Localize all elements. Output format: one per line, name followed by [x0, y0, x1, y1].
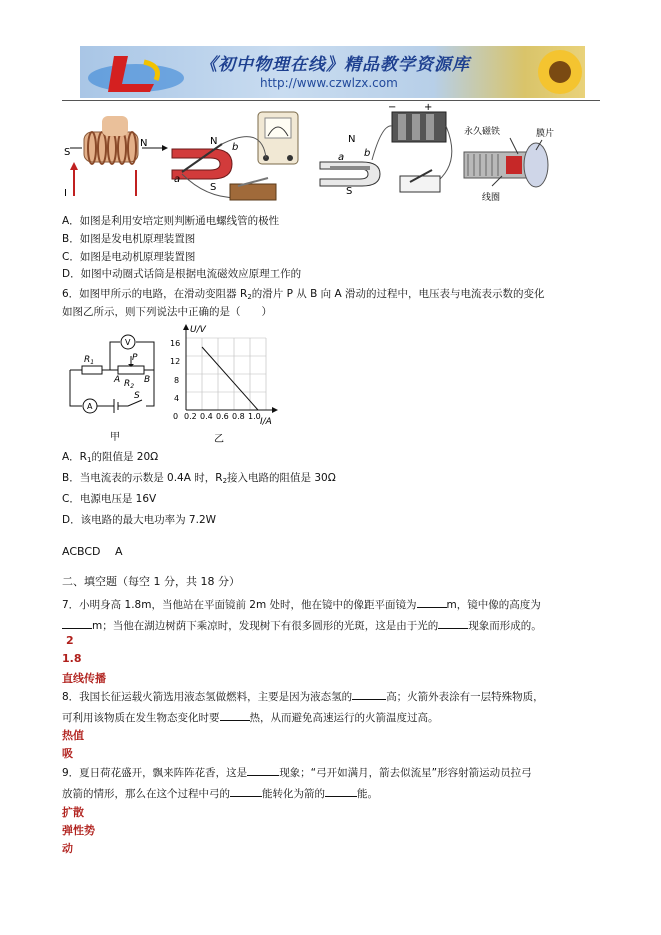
q5-option-d: D．如图中动圈式话筒是根据电流磁效应原理工作的	[62, 268, 302, 280]
fig3-minus: −	[388, 102, 397, 113]
q6-r2-label: $R_2$	[124, 379, 135, 390]
fig3-motor	[320, 102, 452, 197]
q6-graph-origin: 0	[173, 412, 179, 421]
fig3-n: N	[348, 134, 356, 145]
q5-option-b: B．如图是发电机原理装置图	[62, 233, 196, 245]
sunflower-icon	[520, 46, 585, 98]
header-title: 《初中物理在线》精品教学资源库	[200, 55, 470, 75]
q6-graph-xtick-02: 0.2	[184, 412, 197, 421]
fig1-s: S	[64, 147, 71, 158]
q6-graph-ytick-16: 16	[170, 339, 181, 348]
q6-graph	[172, 322, 282, 446]
q6-a-label: A	[114, 375, 121, 385]
q6-voltmeter-label: V	[125, 338, 131, 347]
q6-circuit	[62, 326, 172, 444]
q6-option-a: A．$R_1$的阻值是 20Ω	[62, 451, 159, 464]
q6-option-d: D．该电路的最大电功率为 7.2W	[62, 514, 217, 526]
choice-answers: ACBCD A	[62, 545, 123, 558]
fig2-a: a	[174, 174, 181, 185]
q6-graph-xtick-08: 0.8	[232, 412, 245, 421]
fig4-magnet-label: 永久磁铁	[464, 127, 501, 137]
q5-option-a: A．如图是利用安培定则判断通电螺线管的极性	[62, 215, 280, 227]
graph-x-arrow	[272, 407, 278, 413]
q6-s-label: S	[134, 391, 140, 401]
q6-option-b: B．当电流表的示数是 0.4A 时，$R_2$接入电路的阻值是 30Ω	[62, 472, 336, 485]
fig4-membrane-label: 膜片	[536, 129, 555, 139]
fig3-b: b	[364, 148, 371, 159]
q9-line1: 9．夏日荷花盛开，飘来阵阵花香，这是 现象；“弓开如满月，箭去似流星”形容射箭运动员拉弓	[62, 767, 532, 779]
logo-icon	[84, 48, 194, 96]
q9-answer-3: 动	[62, 842, 73, 855]
fig1-i: I	[64, 188, 67, 199]
fig2-generator	[172, 112, 298, 200]
q6-graph-xtick-10: 1.0	[248, 412, 261, 421]
q9-answer-2: 弹性势	[62, 824, 95, 837]
q6-graph-xtick-04: 0.4	[200, 412, 213, 421]
q8-line2: 可利用该物质在发生物态变化时要 热，从而避免高速运行的火箭温度过高。	[62, 712, 439, 724]
fig1-n: N	[140, 138, 148, 149]
section-2-heading: 二、填空题（每空 1 分，共 18 分）	[62, 575, 240, 588]
q9-answer-1: 扩散	[62, 806, 84, 819]
header-banner	[80, 46, 585, 98]
q6-graph-xlabel: I/A	[260, 417, 272, 427]
graph-series-line	[202, 347, 258, 410]
q6-circuit-caption: 甲	[110, 432, 120, 443]
q6-graph-ylabel: U/V	[190, 325, 206, 335]
q6-option-c: C．电源电压是 16V	[62, 493, 157, 505]
q7-answer-1: 2	[66, 634, 74, 647]
q6-graph-caption: 乙	[214, 434, 224, 445]
header-rule	[62, 100, 600, 101]
fig2-s: S	[210, 182, 217, 193]
q6-graph-ytick-8: 8	[174, 376, 180, 385]
q6-b-label: B	[144, 375, 151, 385]
q6-r1-label: $R_1$	[84, 355, 95, 366]
q8-answer-1: 热值	[62, 729, 84, 742]
q6-stem-line1: 6．如图甲所示的电路，在滑动变阻器 $R_2$的滑片 P 从 B 向 A 滑动的过程中，电压表与电流表示数的变化	[62, 288, 545, 301]
q6-ammeter-label: A	[87, 402, 93, 411]
q7-answer-3: 直线传播	[62, 672, 106, 685]
q6-p-label: P	[132, 353, 138, 363]
fig4-microphone	[464, 125, 554, 203]
q7-line2: m；当他在湖边树荫下乘凉时，发现树下有很多圆形的光斑，这是由于光的 现象而形成的。	[62, 618, 542, 633]
fig4-coil-label: 线圈	[482, 193, 501, 203]
q6-graph-ytick-12: 12	[170, 357, 181, 366]
q9-line2: 放箭的情形，那么在这个过程中弓的 能转化为箭的 能。	[62, 788, 378, 800]
q8-line1: 8．我国长征运载火箭选用液态氢做燃料，主要是因为液态氢的 高；火箭外表涂有一层特殊物质，	[62, 691, 544, 703]
header-url: http://www.czwlzx.com	[260, 76, 398, 90]
q6-stem-line2: 如图乙所示，则下列说法中正确的是（ ）	[62, 306, 272, 318]
q5-figures	[62, 104, 602, 214]
q6-graph-xtick-06: 0.6	[216, 412, 229, 421]
q8-answer-2: 吸	[62, 747, 73, 760]
fig2-n: N	[210, 136, 218, 147]
q6-graph-ytick-4: 4	[174, 394, 180, 403]
fig1-solenoid-hand	[64, 116, 168, 199]
fig3-plus: +	[424, 102, 433, 113]
fig3-a: a	[338, 152, 345, 163]
graph-y-arrow	[183, 324, 189, 330]
q7-answer-2: 1.8	[62, 652, 82, 665]
q5-option-c: C．如图是电动机原理装置图	[62, 251, 196, 263]
fig2-b: b	[232, 142, 239, 153]
fig3-s: S	[346, 186, 353, 197]
q7-line1: 7．小明身高 1.8m，当他站在平面镜前 2m 处时，他在镜中的像距平面镜为 m，镜中像的高度为	[62, 599, 541, 611]
